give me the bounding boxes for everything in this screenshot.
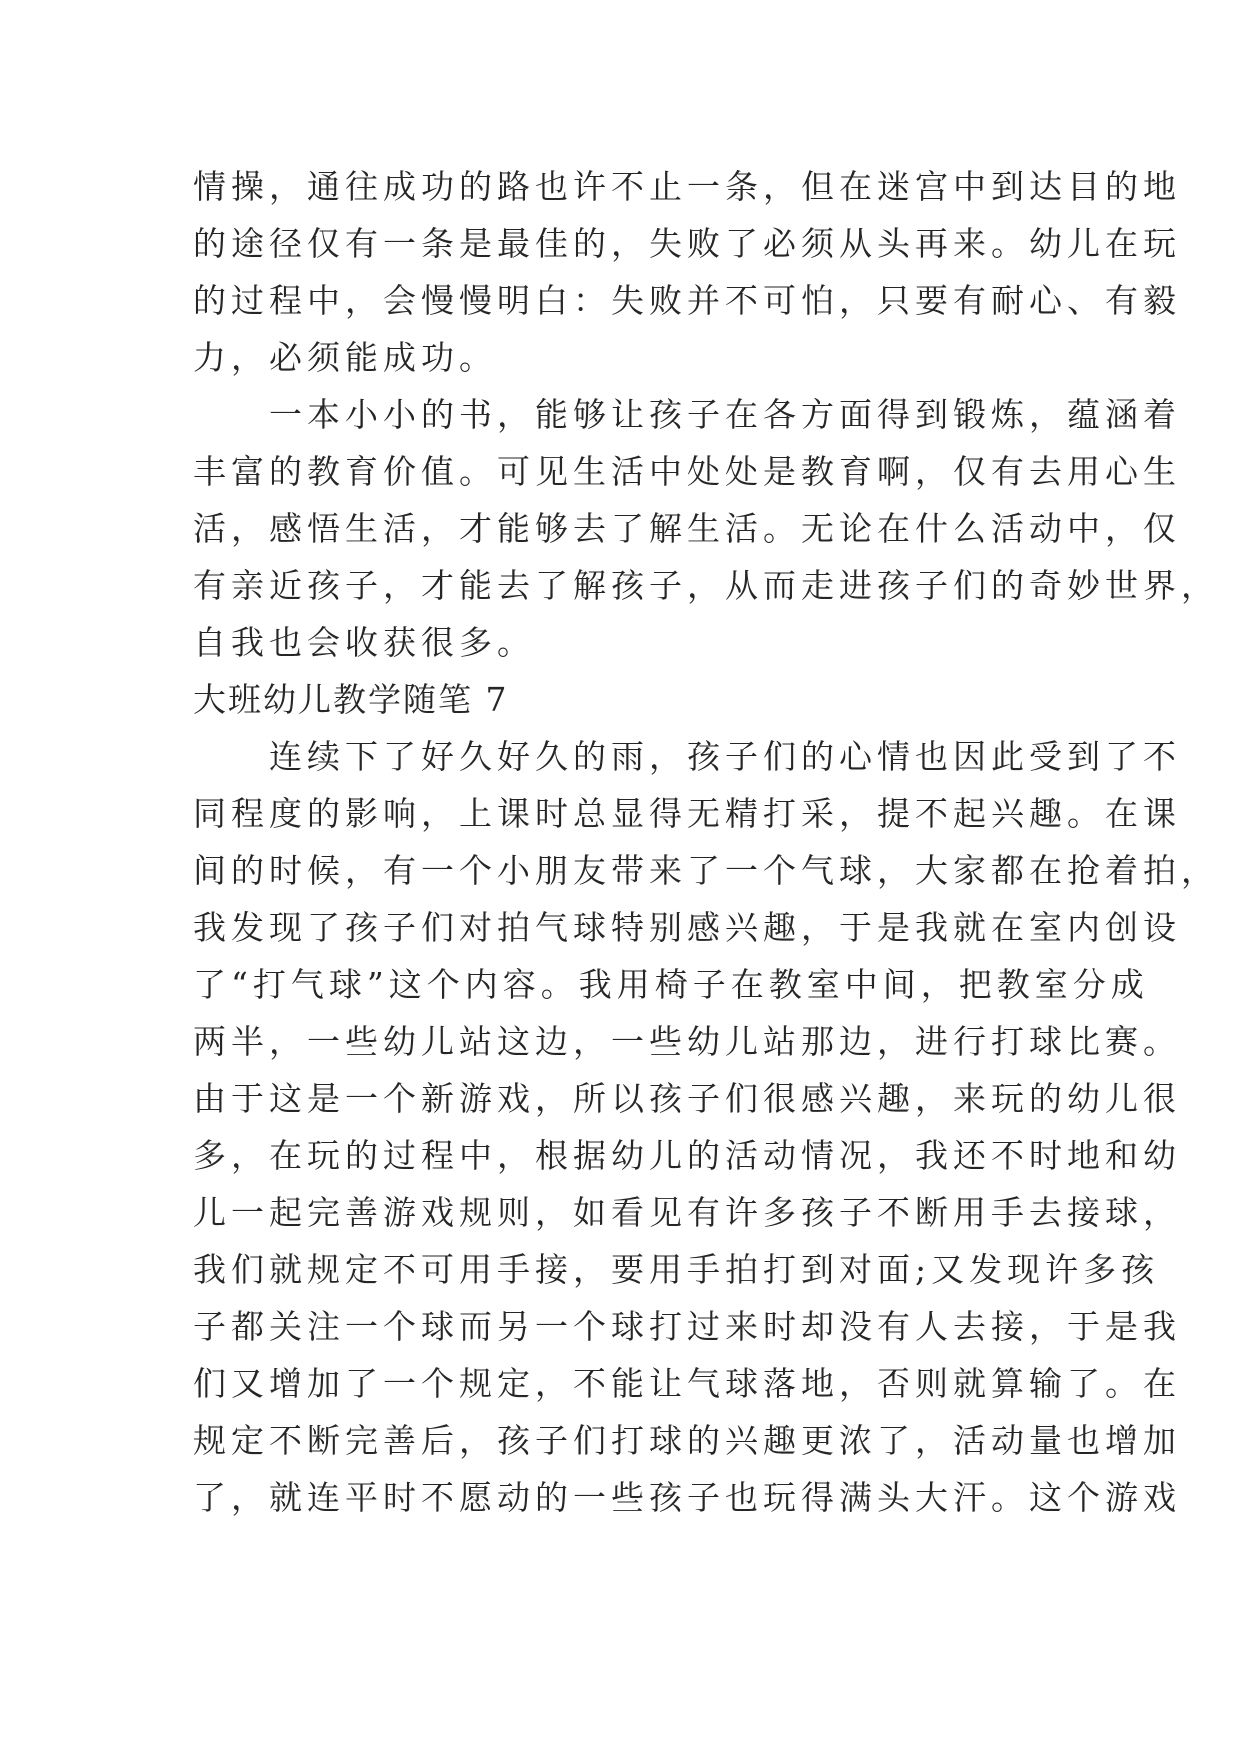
paragraph-2 [193, 386, 1219, 671]
text-line: 了“打气球”这个内容。我用椅子在教室中间，把教室分成 [193, 965, 1149, 1004]
paragraph-3 [193, 728, 1219, 1526]
text-line: 子都关注一个球而另一个球打过来时却没有人去接，于是我 [193, 1307, 1181, 1346]
text-line: 我发现了孩子们对拍气球特别感兴趣，于是我就在室内创设 [193, 908, 1181, 947]
text-line: 有亲近孩子，才能去了解孩子，从而走进孩子们的奇妙世界， [193, 566, 1219, 605]
text-line: 自我也会收获很多。 [193, 623, 535, 662]
text-line: 我们就规定不可用手接，要用手拍打到对面;又发现许多孩 [193, 1250, 1160, 1289]
text-line: 间的时候，有一个小朋友带来了一个气球，大家都在抢着拍， [193, 851, 1219, 890]
text-line: 的过程中，会慢慢明白：失败并不可怕，只要有耐心、有毅 [193, 281, 1181, 320]
text-line: 规定不断完善后，孩子们打球的兴趣更浓了，活动量也增加 [193, 1421, 1181, 1460]
text-line: 力，必须能成功。 [193, 338, 497, 377]
text-line: 情操，通往成功的路也许不止一条，但在迷宫中到达目的地 [193, 167, 1181, 206]
document-body [193, 158, 1219, 1526]
section-heading: 大班幼儿教学随笔 7 [193, 680, 509, 719]
text-line: 连续下了好久好久的雨，孩子们的心情也因此受到了不 [269, 737, 1181, 776]
paragraph-1 [193, 158, 1181, 386]
text-line: 由于这是一个新游戏，所以孩子们很感兴趣，来玩的幼儿很 [193, 1079, 1181, 1118]
text-line: 的途径仅有一条是最佳的，失败了必须从头再来。幼儿在玩 [193, 224, 1181, 263]
text-line: 活，感悟生活，才能够去了解生活。无论在什么活动中，仅 [193, 509, 1181, 548]
text-line: 儿一起完善游戏规则，如看见有许多孩子不断用手去接球， [193, 1193, 1181, 1232]
text-line: 两半，一些幼儿站这边，一些幼儿站那边，进行打球比赛。 [193, 1022, 1181, 1061]
text-line: 丰富的教育价值。可见生活中处处是教育啊，仅有去用心生 [193, 452, 1181, 491]
text-line: 一本小小的书，能够让孩子在各方面得到锻炼，蕴涵着 [269, 395, 1181, 434]
text-line: 多，在玩的过程中，根据幼儿的活动情况，我还不时地和幼 [193, 1136, 1181, 1175]
text-line: 们又增加了一个规定，不能让气球落地，否则就算输了。在 [193, 1364, 1181, 1403]
text-line: 了，就连平时不愿动的一些孩子也玩得满头大汗。这个游戏 [193, 1478, 1181, 1517]
text-line: 同程度的影响，上课时总显得无精打采，提不起兴趣。在课 [193, 794, 1181, 833]
